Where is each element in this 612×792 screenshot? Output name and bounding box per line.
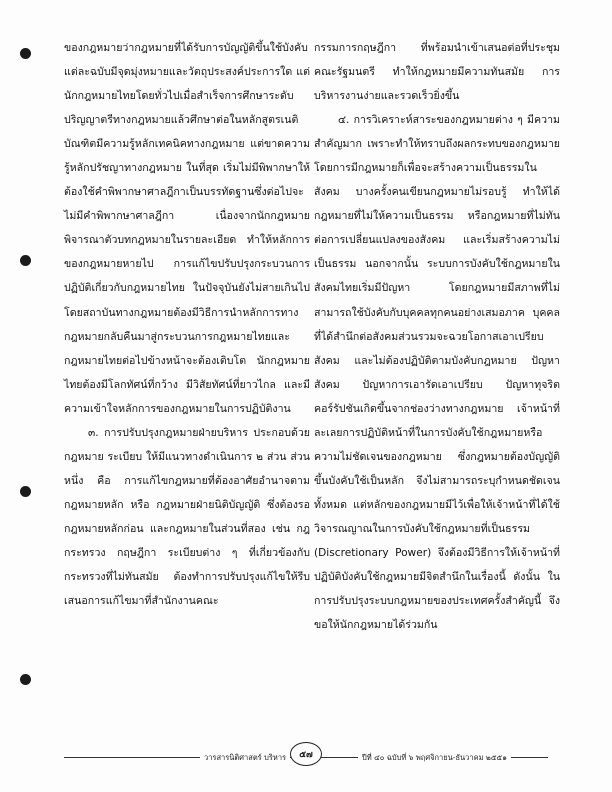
binder-hole [20, 255, 31, 266]
binder-hole [20, 674, 31, 685]
footer-journal-name: วารสารนิติศาสตร์ บริหาร [200, 752, 290, 764]
binder-hole [20, 486, 31, 497]
footer-issue-info: ปีที่ ๔๐ ฉบับที่ ๖ พฤศจิกายน-ธันวาคม ๒๕๕๑ [358, 752, 511, 764]
page-number: ๕๗ [290, 742, 322, 766]
right-column [314, 36, 560, 637]
binder-hole [20, 48, 31, 59]
paragraph: ๔. การวิเคราะห์สาระของกฎหมายต่าง ๆ มีความสำคัญมาก เพราะทำให้ทราบถึงผลกระทบของกฎหมาย โดยการมีกฎหมายก็เพื่อจะสร้างความเป็นธรรมในสังคม บางครั้งคนเขียนกฎหมายไม่รอบรู้ ทำให้ได้กฎหมายที่ไม่ให้ความเป็นธรรม หรือกฎหมายที่ไม่ทันต่อการเปลี่ยนแปลงของสังคม และเริ่มสร้างความไม่เป็นธรรม นอกจากนั้น ระบบการบังคับใช้กฎหมายในสังคมไทยเริ่มมีปัญหา โดยกฎหมายมีสภาพที่ไม่สามารถใช้บังคับกับบุคคลทุกคนอย่างเสมอภาค บุคคลที่ได้สำนึกต่อสังคมส่วนรวมจะฉวยโอกาสเอาเปรียบสังคม และไม่ต้องปฏิบัติตามบังคับกฎหมาย ปัญหาสังคม ปัญหาการเอารัดเอาเปรียบ ปัญหาทุจริตคอร์รัปชันเกิดขึ้นจากช่องว่างทางกฎหมาย เจ้าหน้าที่ละเลยการปฏิบัติหน้าที่ในการบังคับใช้กฎหมายหรือความไม่ชัดเจนของกฎหมาย ซึ่งกฎหมายต้องบัญญัติขึ้นบังคับใช้เป็นหลัก จึงไม่สามารถระบุกำหนดชัดเจนทั้งหมด แต่หลักของกฎหมายมีไว้เพื่อให้เจ้าหน้าที่ได้ใช้วิจารณญาณในการบังคับใช้กฎหมายที่เป็นธรรม (Discretionary Power) จึงต้องมีวิธีการให้เจ้าหน้าที่ปฏิบัติบังคับใช้กฎหมายมีจิตสำนึกในเรื่องนี้ ดังนั้น ในการปรับปรุงระบบกฎหมายของประเทศครั้งสำคัญนี้ จึงขอให้นักกฎหมายได้ร่วมกัน [314, 114, 560, 632]
page-footer [0, 742, 612, 772]
paragraph: กรรมการกฤษฎีกา ที่พร้อมนำเข้าเสนอต่อที่ประชุมคณะรัฐมนตรี ทำให้กฎหมายมีความทันสมัย การบริหารงานง่ายและรวดเร็วยิ่งขึ้น [314, 42, 560, 103]
left-column [64, 36, 310, 613]
paragraph: ๓. การปรับปรุงกฎหมายฝ่ายบริหาร ประกอบด้วย กฎหมาย ระเบียบ ให้มีแนวทางดำเนินการ ๒ ส่วน ส่วนหนึ่ง คือ การแก้ไขกฎหมายที่ต้องอาศัยอำนาจตามกฎหมายหลัก หรือ กฎหมายฝ่ายนิติบัญญัติ ซึ่งต้องรอกฎหมายหลักก่อน และกฎหมายในส่วนที่สอง เช่น กฎกระทรวง กฤษฎีกา ระเบียบต่าง ๆ ที่เกี่ยวข้องกับกระทรวงที่ไม่ทันสมัย ต้องทำการปรับปรุงแก้ไขให้รีบเสนอการแก้ไขมาที่สำนักงานคณะ [64, 426, 310, 608]
paragraph: ของกฎหมายว่ากฎหมายที่ได้รับการบัญญัติขึ้นใช้บังคับแต่ละฉบับมีจุดมุ่งหมายและวัตถุประสงค์ประการใด แต่นักกฎหมายไทยโดยทั่วไปเมื่อสำเร็จการศึกษาระดับปริญญาตรีทางกฎหมายแล้วศึกษาต่อในหลักสูตรเนติบัณฑิตมีความรู้หลักเทคนิคทางกฎหมาย แต่ขาดความรู้หลักปรัชญาทางกฎหมาย ในที่สุด เริ่มไม่มีพิพากษาให้ต้องใช้คำพิพากษาศาลฎีกาเป็นบรรทัดฐานซึ่งต่อไปจะไม่มีคำพิพากษาศาลฎีกา เนื่องจากนักกฎหมายพิจารณาตัวบทกฎหมายในรายละเอียด ทำให้หลักการของกฎหมายหายไป การแก้ไขปรับปรุงกระบวนการปฏิบัติเกี่ยวกับกฎหมายไทย ในปัจจุบันยังไม่สายเกินไป โดยสถาบันทางกฎหมายต้องมีวิธีการนำหลักการทางกฎหมายกลับคืนมาสู่กระบวนการกฎหมายไทยและกฎหมายไทยต่อไปข้างหน้าจะต้องเติบโต นักกฎหมายไทยต้องมีโลกทัศน์ที่กว้าง มีวิสัยทัศน์ที่ยาวไกล และมีความเข้าใจหลักการของกฎหมายในการปฏิบัติงาน [64, 42, 310, 415]
